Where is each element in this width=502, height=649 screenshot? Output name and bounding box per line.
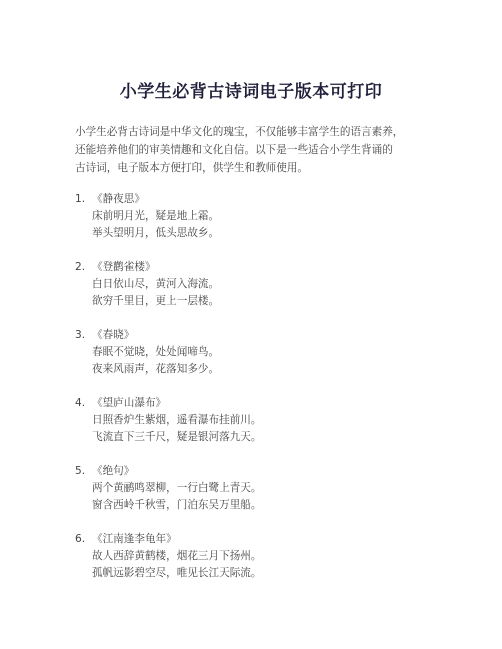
- poem-line: 两个黄鹂鸣翠柳，一行白鹭上青天。: [92, 482, 262, 494]
- poem-line: 日照香炉生紫烟，遥看瀑布挂前川。: [92, 414, 262, 426]
- poem-title: 《静夜思》: [92, 193, 145, 205]
- poem-title: 《登鹳雀楼》: [92, 261, 156, 273]
- poem-item: [75, 259, 455, 327]
- intro-line: 还能培养他们的审美情趣和文化自信。以下是一些适合小学生背诵的: [75, 144, 393, 156]
- poem-line: 窗含西岭千秋雪，门泊东吴万里船。: [92, 499, 262, 511]
- poem-number: 6.: [75, 533, 86, 545]
- poem-title: 《春晓》: [92, 329, 135, 341]
- poem-number: 5.: [75, 465, 86, 477]
- poem-line: 飞流直下三千尺，疑是银河落九天。: [92, 431, 262, 443]
- poem-line: 春眠不觉晓，处处闻啼鸟。: [92, 346, 220, 358]
- poem-number: 4.: [75, 397, 86, 409]
- page-title: 小学生必背古诗词电子版本可打印: [119, 82, 383, 102]
- poem-line: 床前明月光，疑是地上霜。: [92, 210, 220, 222]
- poem-number: 1.: [75, 193, 86, 205]
- poem-line: 举头望明月，低头思故乡。: [92, 227, 220, 239]
- poem-item: [75, 327, 455, 395]
- poem-item: [75, 191, 455, 259]
- poem-title: 《江南逢李龟年》: [92, 533, 177, 545]
- poem-line: 白日依山尽，黄河入海流。: [92, 278, 220, 290]
- poem-list: [75, 191, 455, 599]
- intro-line: 古诗词，电子版本方便打印，供学生和教师使用。: [75, 162, 309, 174]
- poem-number: 2.: [75, 261, 86, 273]
- poem-item: [75, 463, 455, 531]
- poem-number: 3.: [75, 329, 86, 341]
- poem-line: 夜来风雨声，花落知多少。: [92, 363, 220, 375]
- poem-line: 故人西辞黄鹤楼，烟花三月下扬州。: [92, 550, 262, 562]
- poem-title: 《绝句》: [92, 465, 135, 477]
- intro-paragraph: [75, 123, 445, 177]
- poem-item: [75, 531, 455, 599]
- poem-title: 《望庐山瀑布》: [92, 397, 167, 409]
- poem-line: 孤帆远影碧空尽，唯见长江天际流。: [92, 567, 262, 579]
- poem-item: [75, 395, 455, 463]
- intro-line: 小学生必背古诗词是中华文化的瑰宝，不仅能够丰富学生的语言素养，: [75, 126, 404, 138]
- poem-line: 欲穷千里目，更上一层楼。: [92, 295, 220, 307]
